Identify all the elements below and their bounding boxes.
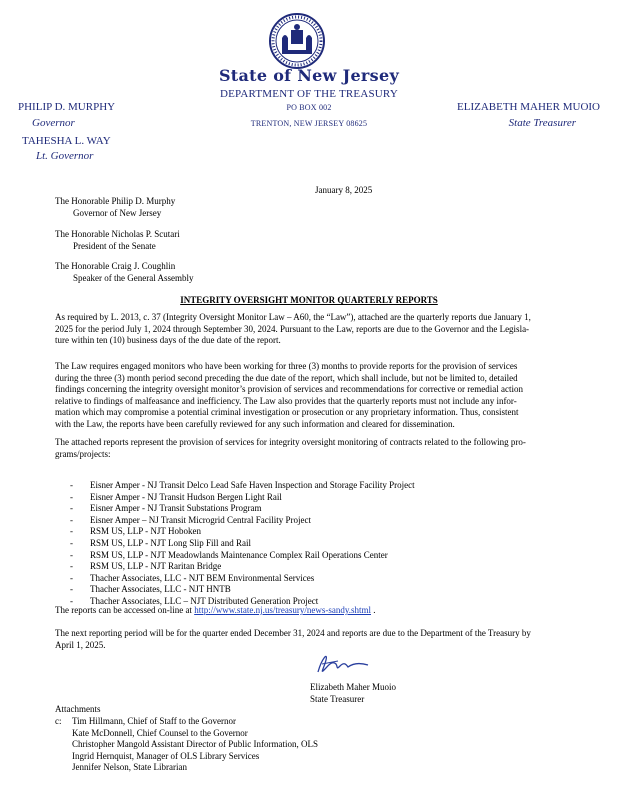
addressee-title: President of the Senate [73,240,156,251]
list-item: - Thacher Associates, LLC - NJT BEM Environmental Services [70,572,315,583]
cc-label: c: [55,716,62,726]
list-item: - Eisner Amper – NJ Transit Microgrid Central Facility Project [70,514,311,525]
addressee-block [55,261,193,284]
list-item: - Thacher Associates, LLC – NJT Distributed Generation Project [70,595,319,606]
paragraph-line: The next reporting period will be for the quarter ended December 31, 2024 and reports are due to the Department of the Treasury by [55,628,531,638]
treasurer-title: State Treasurer [508,117,576,129]
signature-image [312,650,372,678]
list-item: Jennifer Nelson, State Librarian [72,762,187,773]
paragraph-law [55,361,565,431]
addressee-name: The Honorable Craig J. Coughlin [55,261,176,271]
paragraph-line: ture within ten (10) business days of the due date of the report. [55,335,281,346]
paragraph-line: As required by L. 2013, c. 37 (Integrity Oversight Monitor Law – A60, the “Law”), attached are the quarterly reports due January 1, [55,312,531,322]
treasurer-name: ELIZABETH MAHER MUOIO [457,101,600,113]
addressee-title: Speaker of the General Assembly [73,272,194,283]
reports-link[interactable]: http://www.state.nj.us/treasury/news-sandy.shtml [194,605,371,615]
list-item: c: Tim Hillmann, Chief of Staff to the Governor [55,716,236,726]
paragraph-line: during the three (3) month period second preceding the due date of the report, which shall include, but not be limited to, detailed [55,372,518,383]
paragraph-line: April 1, 2025. [55,639,106,650]
list-item: Christopher Mangold Assistant Director of Public Information, OLS [72,739,318,750]
list-item: - Eisner Amper - NJ Transit Substations Program [70,503,262,514]
paragraph-services [55,437,565,460]
cc-list [55,716,318,774]
lt-governor-title: Lt. Governor [36,150,94,162]
paragraph-line: with the Law, the reports have been carefully reviewed for any such information and cleared for dissemination. [55,418,455,429]
list-item: - Thacher Associates, LLC - NJT HNTB [70,584,231,595]
paragraph-line: grams/projects: [55,448,111,459]
online-paragraph: The reports can be accessed on-line at http://www.state.nj.us/treasury/news-sandy.shtml . [55,605,376,615]
list-item: Kate McDonnell, Chief Counsel to the Governor [72,727,248,738]
project-list [70,480,550,608]
addressee-block [55,229,180,252]
list-item: - RSM US, LLP - NJT Meadowlands Maintenance Complex Rail Operations Center [70,549,388,560]
addressee-name: The Honorable Philip D. Murphy [55,196,176,206]
paragraph-line: mation which may compromise a potential criminal investigation or prosecution or any proprietary information. Thus, consistent [55,407,519,418]
state-seal-icon [268,12,326,70]
paragraph-line: 2025 for the period July 1, 2024 through September 30, 2024. Pursuant to the Law, reports are due to the Governor and the Legisla- [55,323,530,334]
city-address: TRENTON, NEW JERSEY 08625 [250,119,368,128]
paragraph-line: The attached reports represent the provision of services for integrity oversight monitoring of contracts related to the following pro- [55,437,526,447]
subject-line: INTEGRITY OVERSIGHT MONITOR QUARTERLY REPORTS [180,295,438,305]
governor-name: PHILIP D. MURPHY [18,101,116,113]
list-item: - RSM US, LLP - NJT Hoboken [70,526,202,537]
signature-block [310,682,396,705]
list-item: - RSM US, LLP - NJT Long Slip Fill and Rail [70,537,252,548]
state-name: State of New Jersey [218,66,400,85]
lt-governor-name: TAHESHA L. WAY [22,135,111,147]
governor-title: Governor [32,117,75,129]
paragraph-next-period [55,628,565,651]
addressee-block [55,196,175,219]
list-item: - Eisner Amper - NJ Transit Delco Lead Safe Haven Inspection and Storage Facility Project [70,480,415,490]
paragraph-line: findings concerning the integrity oversight monitor’s provision of services and recommendations for corrective or remedial action [55,384,523,395]
po-box: PO BOX 002 [286,103,332,112]
addressee-name: The Honorable Nicholas P. Scutari [55,229,180,239]
paragraph-requirement [55,312,565,347]
paragraph-line: relative to findings of malfeasance and inefficiency. The Law also provides that the quarterly reports must not include any infor- [55,395,517,406]
signer-name: Elizabeth Maher Muoio [310,682,396,692]
department-name: DEPARTMENT OF THE TREASURY [219,88,399,100]
signer-title: State Treasurer [310,693,365,704]
list-item: - RSM US, LLP - NJT Raritan Bridge [70,561,222,572]
paragraph-line: The Law requires engaged monitors who have been working for three (3) months to provide reports for the provision of services [55,361,518,371]
letter-date: January 8, 2025 [315,185,373,195]
list-item: - Eisner Amper - NJ Transit Hudson Bergen Light Rail [70,491,282,502]
list-item: Ingrid Hernquist, Manager of OLS Library Services [72,750,260,761]
addressee-title: Governor of New Jersey [73,207,162,218]
attachments-label: Attachments [55,704,101,714]
